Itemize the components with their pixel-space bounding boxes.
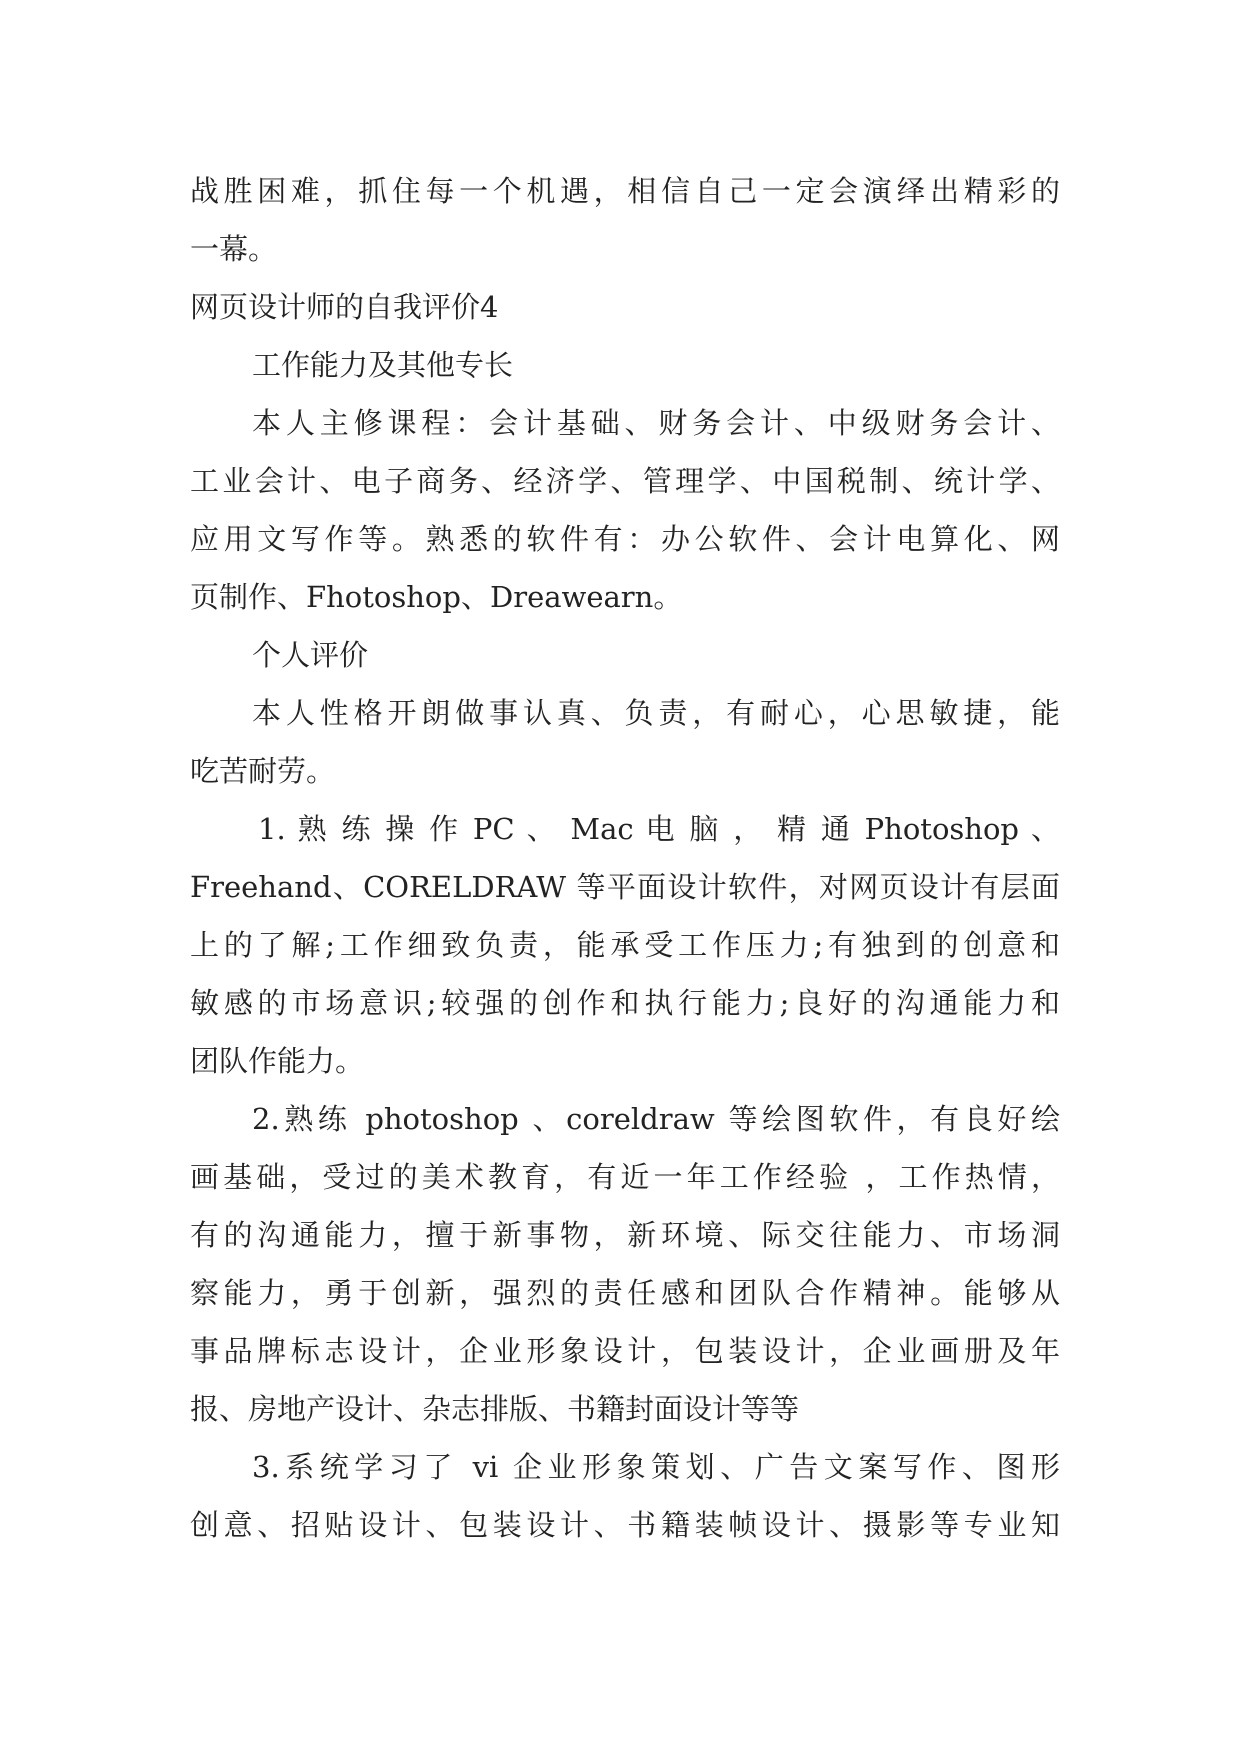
paragraph-courses <box>190 394 1060 626</box>
subheading-abilities <box>190 336 1060 394</box>
text-line: 页制作、Fhotoshop、Dreawearn。 <box>190 580 683 614</box>
text-line: 本人性格开朗做事认真、负责，有耐心，心思敏捷，能 <box>252 696 1060 730</box>
paragraph-item-1 <box>190 800 1060 1090</box>
paragraph-closing <box>190 162 1060 278</box>
text-line: 画基础，受过的美术教育，有近一年工作经验 ，工作热情， <box>190 1160 1060 1194</box>
subheading-text: 工作能力及其他专长 <box>252 348 514 382</box>
text-line: Freehand、CORELDRAW 等平面设计软件，对网页设计有层面 <box>190 870 1060 904</box>
text-line: 创意、招贴设计、包装设计、书籍装帧设计、摄影等专业知 <box>190 1508 1060 1542</box>
text-line: 报、房地产设计、杂志排版、书籍封面设计等等 <box>190 1392 800 1426</box>
text-line: 敏感的市场意识;较强的创作和执行能力;良好的沟通能力和 <box>190 986 1060 1020</box>
paragraph-item-2 <box>190 1090 1060 1438</box>
text-line: 有的沟通能力，擅于新事物，新环境、际交往能力、市场洞 <box>190 1218 1060 1252</box>
text-line: 3.系统学习了 vi 企业形象策划、广告文案写作、图形 <box>252 1450 1060 1484</box>
paragraph-personality <box>190 684 1060 800</box>
text-line: 2.熟练 photoshop 、coreldraw 等绘图软件，有良好绘 <box>252 1102 1060 1136</box>
section-heading <box>190 278 1060 336</box>
text-line: 本人主修课程：会计基础、财务会计、中级财务会计、 <box>252 406 1060 440</box>
paragraph-item-3 <box>190 1438 1060 1554</box>
text-line: 1. 熟 练 操 作 PC 、 Mac 电 脑 ， 精 通 Photoshop 、 <box>258 812 1060 846</box>
text-line: 应用文写作等。熟悉的软件有：办公软件、会计电算化、网 <box>190 522 1060 556</box>
section-title: 网页设计师的自我评价4 <box>190 290 499 324</box>
text-line: 吃苦耐劳。 <box>190 754 336 788</box>
document-body <box>190 162 1060 1554</box>
text-line: 一幕。 <box>190 232 278 266</box>
text-line: 上的了解;工作细致负责，能承受工作压力;有独到的创意和 <box>190 928 1060 962</box>
text-line: 事品牌标志设计，企业形象设计，包装设计，企业画册及年 <box>190 1334 1060 1368</box>
text-line: 团队作能力。 <box>190 1044 365 1078</box>
text-line: 战胜困难，抓住每一个机遇，相信自己一定会演绎出精彩的 <box>190 174 1060 208</box>
text-line: 工业会计、电子商务、经济学、管理学、中国税制、统计学、 <box>190 464 1060 498</box>
subheading-evaluation <box>190 626 1060 684</box>
text-line: 察能力，勇于创新，强烈的责任感和团队合作精神。能够从 <box>190 1276 1060 1310</box>
subheading-text: 个人评价 <box>252 638 369 672</box>
